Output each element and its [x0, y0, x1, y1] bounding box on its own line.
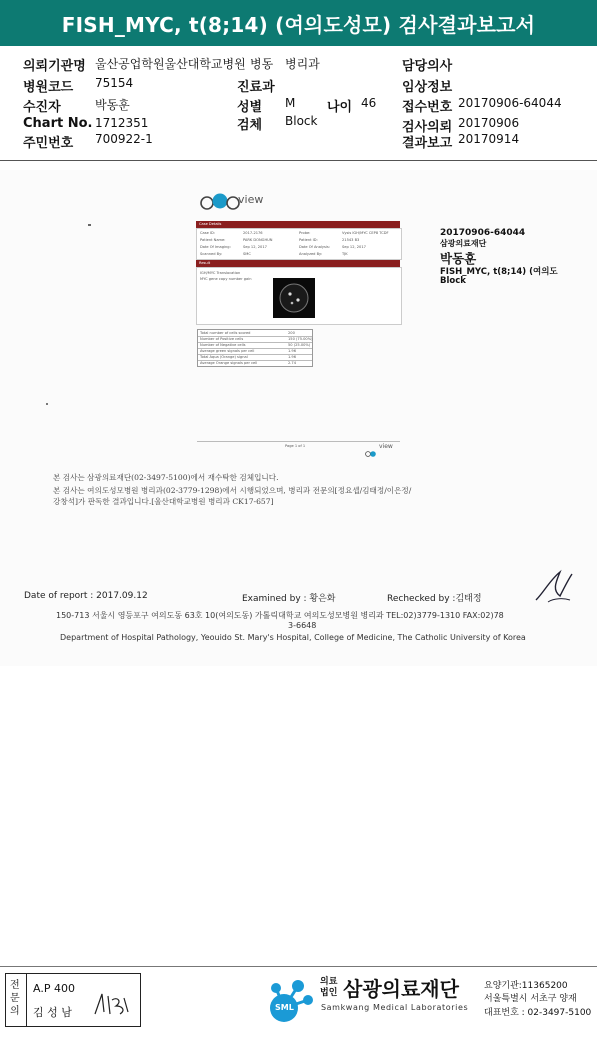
address-line-2: 3-6648 [288, 621, 317, 630]
hospital-code-value: 75154 [95, 76, 134, 90]
fish-cell-graphic [273, 278, 315, 318]
result-line: IGH/MYC Translocation [200, 271, 241, 275]
sml-logo [268, 974, 318, 1026]
report-date-label: 결과보고 [402, 136, 453, 151]
bioview-footer-text: view [379, 443, 393, 450]
stats-label: Number of Positive cells [200, 337, 244, 341]
case-value: Vysis IGH/MYC CEP8 TCDF [342, 231, 389, 235]
specialist-vertical-label: 전문의 [10, 980, 20, 1017]
case-key: Patient ID: [299, 238, 318, 242]
org-english: Samkwang Medical Laboratories [321, 1003, 469, 1012]
case-key: Analyzed By: [299, 252, 323, 256]
result-header [196, 260, 400, 267]
resident-value: 700922-1 [95, 132, 153, 146]
signature-scribble [530, 566, 576, 606]
specialist-box [5, 973, 141, 1027]
case-details-body [196, 228, 402, 260]
case-value: Sep 12, 2017 [342, 245, 366, 249]
org-address: 서울특별시 서초구 양재 [484, 994, 577, 1004]
sticker-name: 박동훈 [440, 251, 477, 266]
sml-badge-text: SML [275, 1003, 294, 1012]
footer-divider [0, 966, 597, 967]
org-phone: 대표번호 : 02-3497-5100 [484, 1008, 592, 1018]
bioview-footer-logo [365, 443, 399, 453]
specialist-signature-graphic [92, 988, 132, 1018]
institution-field [23, 55, 86, 74]
case-value: 21543 B3 [342, 238, 360, 242]
case-details-header [196, 221, 400, 228]
resident-label: 주민번호 [23, 136, 74, 151]
stats-row [198, 360, 312, 366]
specialist-signature [92, 988, 132, 1018]
stats-label: Number of Negative cells [200, 343, 246, 347]
ward-value: 병리과 [285, 57, 320, 71]
case-key: Case ID: [200, 231, 215, 235]
case-value: SMC [243, 252, 251, 256]
stats-value: 150 (75.00%) [288, 337, 313, 341]
org-type-line: 의료 [320, 977, 338, 987]
patient-label: 수진자 [23, 100, 61, 115]
patient-value: 박동훈 [95, 98, 130, 112]
clinical-info-label: 임상정보 [402, 80, 453, 95]
inner-footer-rule [197, 441, 400, 442]
result-line: MYC gene copy number gain [200, 277, 252, 281]
department-line: Department of Hospital Pathology, Yeouido St. Mary's Hospital, College of Medicine, The Catholic University of Korea [60, 633, 526, 642]
case-key: Probe: [299, 231, 311, 235]
result-title: Result [199, 261, 211, 265]
stats-label: Average Orange signals per cell [200, 361, 258, 365]
scan-speck [46, 403, 48, 405]
case-key: Date Of Analysis: [299, 245, 330, 249]
specialist-name: 김 성 남 [33, 1006, 72, 1019]
examined-by: Examined by : 황은화 [242, 594, 336, 604]
note-line: 본 검사는 여의도성모병원 병리과(02-3779-1298)에서 시행되었으며, 병리과 전문의[정요셉/김태정/이은정/ [53, 486, 412, 495]
stats-value: 50 (25.00%) [288, 343, 311, 347]
note-line: 본 검사는 삼광의료재단(02-3497-5100)에서 재수탁한 검체입니다. [53, 473, 279, 482]
receipt-label: 접수번호 [402, 100, 453, 115]
ward-label: 병동 [250, 57, 274, 71]
note-line: 강창석]가 판독한 결과입니다.[울산대학교병원 병리과 CK17-657] [53, 497, 274, 506]
sticker-org: 삼광의료재단 [440, 239, 487, 248]
case-key: Date Of Imaging: [200, 245, 231, 249]
sticker-number: 20170906-64044 [440, 228, 526, 238]
case-key: Patient Name: [200, 238, 226, 242]
request-label: 검사의뢰 [402, 120, 453, 135]
sml-logo-mark [268, 974, 318, 1026]
case-details-title: Case Details [199, 222, 222, 226]
bioview-logo-text: view [238, 193, 264, 206]
stats-value: 1.96 [288, 355, 297, 359]
bioview-logo [200, 190, 270, 212]
case-value: PARK DONGHUN [243, 238, 273, 242]
bioview-footer-mark [365, 450, 379, 458]
case-value: 2017-2176 [243, 231, 263, 235]
case-value: Sep 12, 2017 [243, 245, 267, 249]
case-value: TJK [342, 252, 348, 256]
address-line: 150-713 서울시 영등포구 여의도동 63호 10(여의도동) 가톨릭대학교 여의도성모병원 병리과 TEL:02)3779-1310 FAX:02)78 [56, 611, 504, 620]
doctor-label: 담당의사 [402, 59, 453, 74]
org-type [320, 977, 337, 999]
signature-graphic [530, 566, 576, 606]
stats-value: 2.74 [288, 361, 297, 365]
sticker-test: FISH_MYC, t(8;14) (여의도 [440, 267, 558, 277]
specialist-vertical-cell [6, 974, 27, 1026]
hospital-code-label: 병원코드 [23, 80, 74, 95]
stats-value: 1.96 [288, 349, 297, 353]
sex-label: 성별 [237, 100, 263, 115]
case-key: Scanned By: [200, 252, 223, 256]
report-date-value: 20170914 [458, 132, 520, 146]
sex-value: M [285, 96, 296, 110]
stats-table [197, 329, 313, 367]
specimen-value: Block [285, 114, 318, 128]
clinic-label: 진료과 [237, 80, 275, 95]
institution-value: 울산공업학원울산대학교병원 [95, 57, 246, 71]
age-value: 46 [361, 96, 377, 110]
stats-value: 200 [288, 331, 295, 335]
stats-label: Total Aqua (Orange) signal [200, 355, 248, 359]
institution-label: 의뢰기관명 [23, 59, 86, 74]
chart-no-value: 1712351 [95, 116, 149, 130]
rechecked-by: Rechecked by :김태정 [387, 594, 482, 604]
page-number: Page 1 of 1 [285, 444, 306, 448]
age-label: 나이 [327, 100, 353, 115]
report-title-bar [0, 0, 597, 46]
ap-number: A.P 400 [33, 982, 75, 995]
sticker-specimen: Block [440, 276, 466, 286]
chart-no-label: Chart No. [23, 116, 93, 131]
stats-label: Total number of cells scored [200, 331, 251, 335]
org-type-line: 법인 [320, 988, 338, 998]
receipt-value: 20170906-64044 [458, 96, 562, 110]
request-value: 20170906 [458, 116, 520, 130]
org-name: 삼광의료재단 [343, 977, 459, 1001]
institution-code: 요양기관:11365200 [484, 981, 568, 991]
report-title: FISH_MYC, t(8;14) (여의도성모) 검사결과보고서 [61, 12, 536, 37]
specimen-label: 검체 [237, 118, 263, 133]
fish-cell-image [273, 278, 315, 318]
date-of-report: Date of report : 2017.09.12 [24, 591, 148, 601]
scan-speck [88, 224, 91, 226]
stats-label: Average green signals per cell [200, 349, 255, 353]
header-divider [0, 160, 597, 161]
